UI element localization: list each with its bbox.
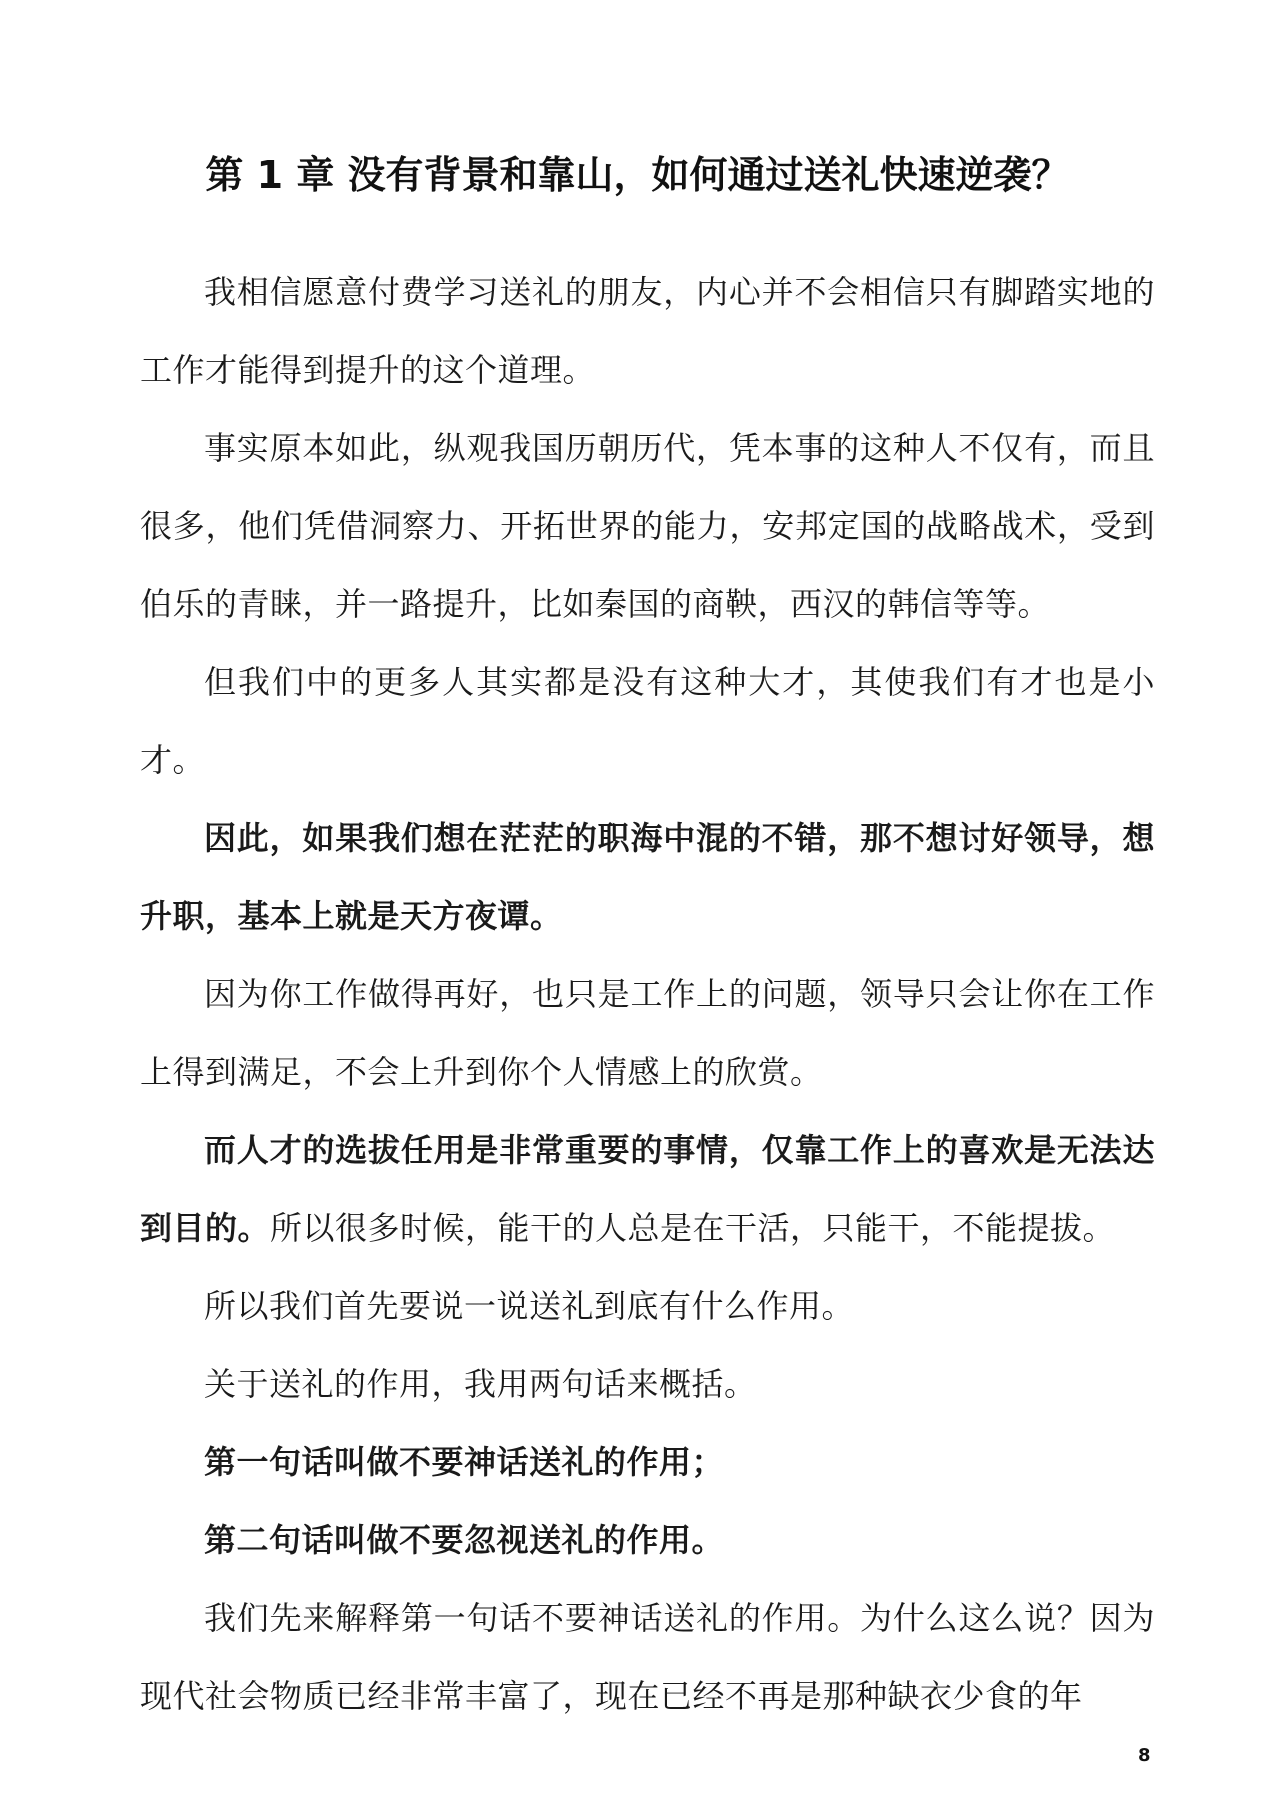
paragraph-6-regular-part: 所以很多时候，能干的人总是在干活，只能干，不能提拔。 <box>270 1209 1116 1247</box>
paragraph-4-bold: 因此，如果我们想在茫茫的职海中混的不错，那不想讨好领导，想升职，基本上就是天方夜谭。 <box>140 819 1155 935</box>
paragraph-10-bold: 第二句话叫做不要忽视送礼的作用。 <box>204 1521 725 1559</box>
paragraph-2: 事实原本如此，纵观我国历朝历代，凭本事的这种人不仅有，而且很多，他们凭借洞察力、开拓世界的能力，安邦定国的战略战术，受到伯乐的青睐，并一路提升，比如秦国的商鞅，西汉的韩信等等。 <box>140 429 1155 623</box>
paragraph-1: 我相信愿意付费学习送礼的朋友，内心并不会相信只有脚踏实地的工作才能得到提升的这个道理。 <box>140 273 1155 389</box>
body-text <box>140 253 1155 1735</box>
paragraph-9-bold: 第一句话叫做不要神话送礼的作用； <box>204 1443 725 1481</box>
paragraph-7: 所以我们首先要说一说送礼到底有什么作用。 <box>204 1287 855 1325</box>
page-number: 8 <box>1138 1745 1151 1766</box>
paragraph-6 <box>140 1111 1155 1267</box>
paragraph-8: 关于送礼的作用，我用两句话来概括。 <box>204 1365 757 1403</box>
paragraph-6-bold-part: 而人才的选拔任用是非常重要的事情，仅靠工作上的喜欢是无法达到目的。 <box>140 1131 1155 1247</box>
paragraph-11: 我们先来解释第一句话不要神话送礼的作用。为什么这么说？因为现代社会物质已经非常丰富了，现在已经不再是那种缺衣少食的年 <box>140 1599 1155 1715</box>
paragraph-5: 因为你工作做得再好，也只是工作上的问题，领导只会让你在工作上得到满足，不会上升到你个人情感上的欣赏。 <box>140 975 1155 1091</box>
chapter-title: 第 1 章 没有背景和靠山，如何通过送礼快速逆袭？ <box>205 153 1070 197</box>
paragraph-3: 但我们中的更多人其实都是没有这种大才，其使我们有才也是小才。 <box>140 663 1155 779</box>
